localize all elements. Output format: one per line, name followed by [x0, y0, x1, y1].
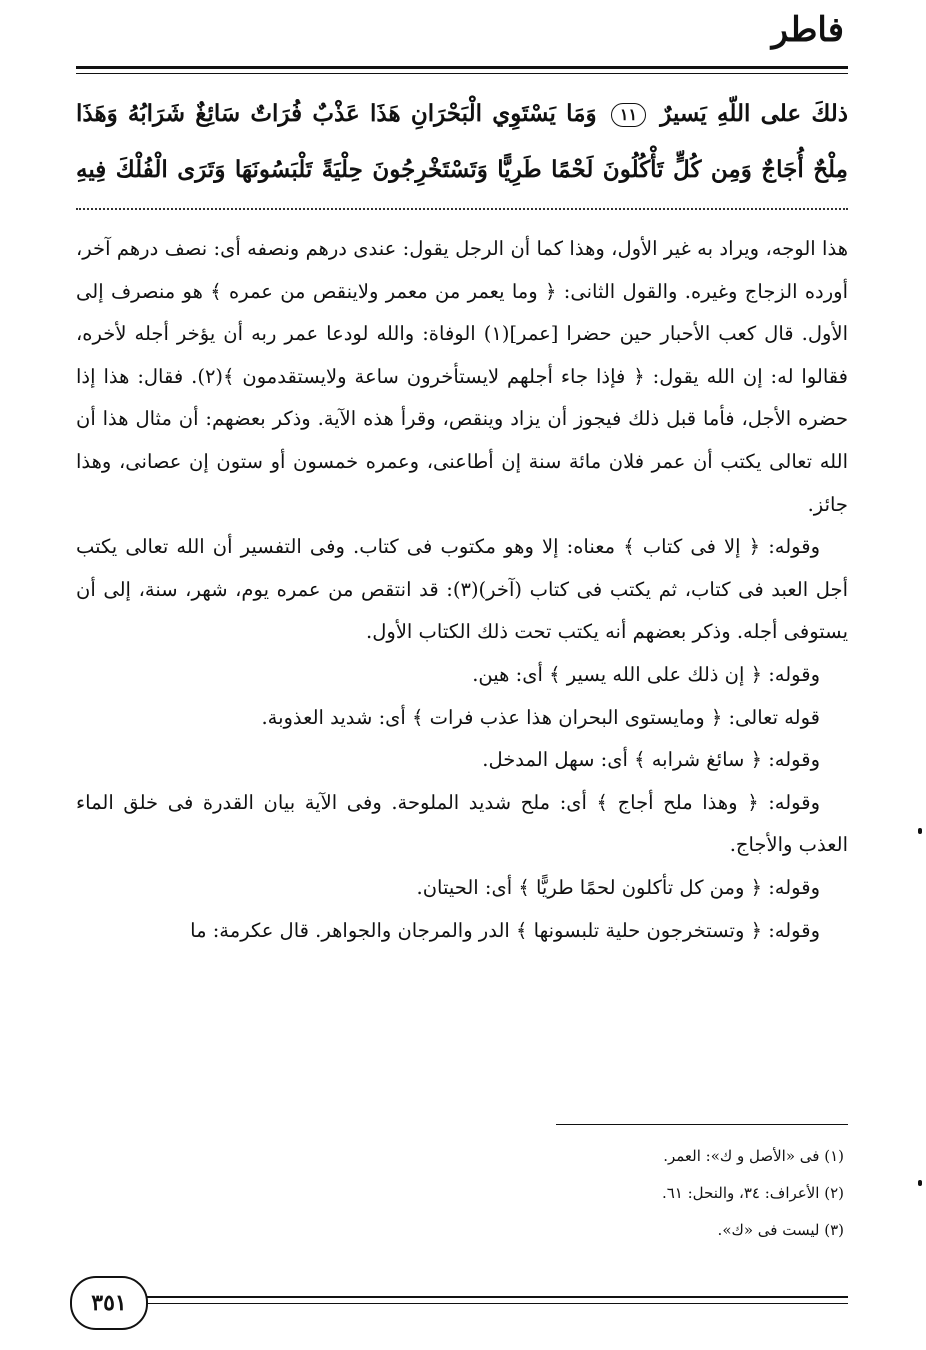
paragraph: وقوله: ﴿ ومن كل تأكلون لحمًا طريًّا ﴾ أى: الحيتان. — [416, 875, 820, 899]
paragraph: وقوله: ﴿ سائغ شرابه ﴾ أى: سهل المدخل. — [482, 748, 820, 772]
footnote-3: (٣) ليست فى «ك». — [717, 1221, 844, 1239]
header-rule-thin — [76, 73, 848, 74]
paragraph: قوله تعالى: ﴿ ومايستوى البحران هذا عذب فرات ﴾ أى: شديد العذوبة. — [261, 705, 820, 729]
paragraph: هذا الوجه، ويراد به غير الأول، وهذا كما أن الرجل يقول: عندى درهم ونصفه أى: نصف درهم آخر، أورده الزجاج وغيره. والقول الثانى: ﴿ وما يعمر من معمر ولاينقص من عمره ﴾ هو منصرف إلى الأول. قال كعب الأحبار حين حضرا [عمر](١) الوفاة: والله لودعا عمر ربه أن يؤخر أجله لأخره، فقالوا له: إن الله يقول: ﴿ فإذا جاء أجلهم لايستأخرون ساعة ولايستقدمون ﴾(٢). فقال: هذا إذا حضره الأجل، فأما قبل ذلك فيجوز أن يزاد وينقص، وقرأ هذه الآية. وذكر بعضهم: أن مثال هذا أن الله تعالى يكتب أن عمر فلان مائة سنة إن أطاعنى، وعمره خمسون أو ستون إن عصانى، وهذا جائز. — [76, 237, 848, 516]
footer-rule-1 — [140, 1296, 848, 1298]
footnote-separator — [556, 1124, 848, 1125]
verse-separator — [76, 208, 848, 210]
quran-verses — [76, 86, 848, 198]
page-number: ٣٥١ — [70, 1276, 148, 1330]
paragraph: وقوله: ﴿ وتستخرجون حلية تلبسونها ﴾ الدر والمرجان والجواهر. قال عكرمة: ما — [190, 918, 820, 942]
footnote-2: (٢) الأعراف: ٣٤، والنحل: ٦١. — [661, 1184, 844, 1202]
verse-line-1 — [76, 86, 848, 142]
verse-text: وَمَا يَسْتَوِي الْبَحْرَانِ هَذَا عَذْبٌ فُرَاتٌ سَائِغٌ شَرَابُهُ وَهَذَا — [76, 100, 597, 127]
footer-rule-2 — [140, 1303, 848, 1304]
verse-text: ذلكَ على اللّهِ يَسيرٌ — [660, 100, 848, 127]
ayah-number-marker: ١١ — [611, 103, 646, 127]
paragraph: وقوله: ﴿ إلا فى كتاب ﴾ معناه: إلا وهو مكتوب فى كتاب. وفى التفسير أن الله تعالى يكتب أجل العبد فى كتاب، ثم يكتب فى كتاب (آخر)(٣): قد انتقص من عمره يوم، شهر، سنة، إلى أن يستوفى أجله. وذكر بعضهم أنه يكتب تحت ذلك الكتاب الأول. — [76, 535, 849, 644]
verse-line-2: مِلْحٌ أُجَاجٌ وَمِن كُلٍّ تَأْكُلُونَ لَحْمًا طَرِيًّا وَتَسْتَخْرِجُونَ حِلْيَةً تَلْبَسُونَهَا وَتَرَى الْفُلْكَ فِيهِ — [76, 156, 848, 183]
paragraph: وقوله: ﴿ إن ذلك على الله يسير ﴾ أى: هين. — [472, 662, 820, 686]
footnote-1: (١) فى «الأصل و ك»: العمر. — [663, 1147, 844, 1165]
margin-mark — [918, 828, 922, 834]
footnotes — [76, 1138, 848, 1249]
paragraph: وقوله: ﴿ وهذا ملح أجاج ﴾ أى: ملح شديد الملوحة. وفى الآية بيان القدرة فى خلق الماء العذب والأجاج. — [76, 790, 848, 857]
header-rule-thick — [76, 66, 848, 69]
margin-mark — [918, 1180, 922, 1186]
commentary — [76, 228, 848, 952]
surah-title: فاطر — [771, 10, 844, 50]
